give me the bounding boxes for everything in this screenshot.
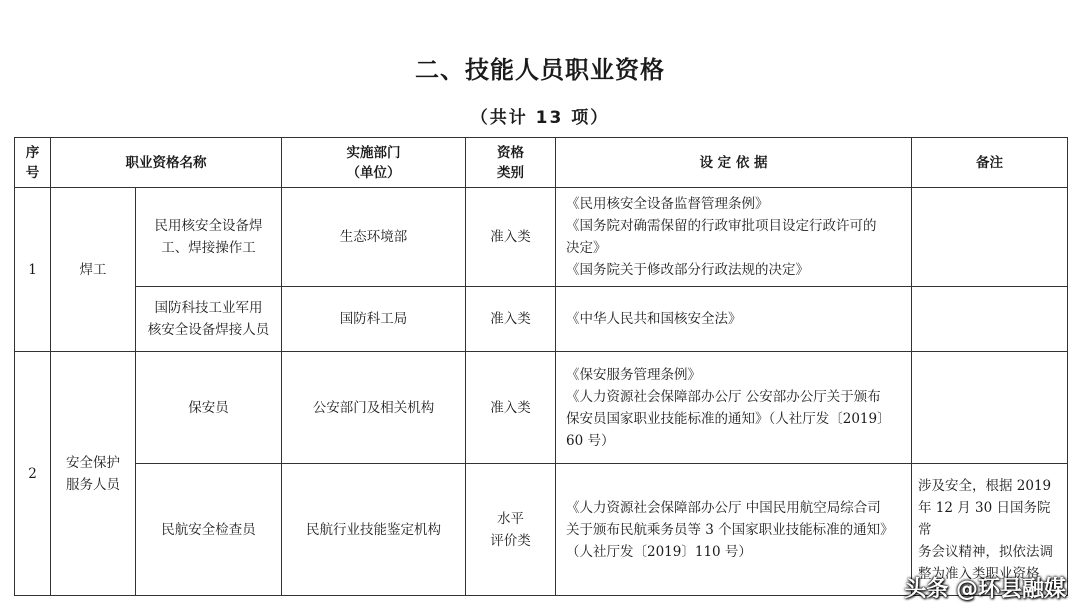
remark-cell [912, 352, 1068, 464]
dept-cell: 公安部门及相关机构 [282, 352, 466, 464]
header-seq: 序 号 [15, 138, 51, 188]
watermark-logo-text: 头条 @环县融媒 [904, 577, 1066, 602]
basis-cell: 《民用核安全设备监督管理条例》 《国务院对确需保留的行政审批项目设定行政许可的 决定》 《国务院关于修改部分行政法规的决定》 [556, 188, 912, 287]
basis-cell: 《中华人民共和国核安全法》 [556, 287, 912, 352]
header-name: 职业资格名称 [51, 138, 282, 188]
sub-qualification-cell: 保安员 [136, 352, 282, 464]
qualification-name-cell: 安全保护 服务人员 [51, 352, 136, 596]
remark-cell: 涉及安全，根据 2019 年 12 月 30 日国务院常 务会议精神，拟依法调 整为准入类职业资格 [912, 464, 1068, 596]
page-subtitle: （共计 13 项） [470, 108, 610, 128]
page-title: 二、技能人员职业资格 [415, 56, 665, 84]
header-basis: 设 定 依 据 [556, 138, 912, 188]
table-header-row [15, 138, 1068, 188]
remark-cell [912, 188, 1068, 287]
qualification-table [14, 137, 1068, 596]
basis-cell: 《人力资源社会保障部办公厅 中国民用航空局综合司 关于颁布民航乘务员等 3 个国家职业技能标准的通知》 （人社厅发〔2019〕110 号） [556, 464, 912, 596]
sub-qualification-cell: 民用核安全设备焊 工、焊接操作工 [136, 188, 282, 287]
remark-cell [912, 287, 1068, 352]
sub-qualification-cell: 国防科技工业军用 核安全设备焊接人员 [136, 287, 282, 352]
basis-cell: 《保安服务管理条例》 《人力资源社会保障部办公厅 公安部办公厅关于颁布 保安员国家职业技能标准的通知》（人社厅发〔2019〕 60 号） [556, 352, 912, 464]
header-dept: 实施部门 （单位） [282, 138, 466, 188]
table-row [15, 352, 1068, 464]
qualification-name-cell: 焊工 [51, 188, 136, 352]
category-cell: 准入类 [466, 352, 556, 464]
sub-qualification-cell: 民航安全检查员 [136, 464, 282, 596]
seq-cell: 1 [15, 188, 51, 352]
table-row [15, 287, 1068, 352]
category-cell: 准入类 [466, 287, 556, 352]
category-cell: 水平 评价类 [466, 464, 556, 596]
table-row [15, 188, 1068, 287]
header-category: 资格 类别 [466, 138, 556, 188]
seq-cell: 2 [15, 352, 51, 596]
header-remark: 备注 [912, 138, 1068, 188]
category-cell: 准入类 [466, 188, 556, 287]
dept-cell: 民航行业技能鉴定机构 [282, 464, 466, 596]
dept-cell: 国防科工局 [282, 287, 466, 352]
dept-cell: 生态环境部 [282, 188, 466, 287]
